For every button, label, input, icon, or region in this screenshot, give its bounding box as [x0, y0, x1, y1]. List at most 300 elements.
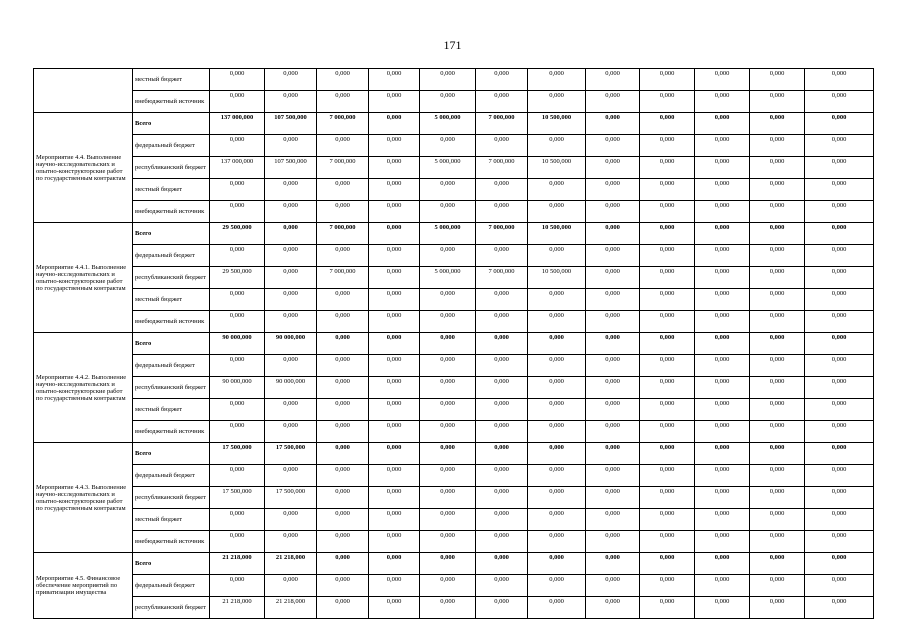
value-cell: 7 000,000: [317, 267, 369, 289]
value-cell: 0,000: [750, 355, 805, 377]
value-cell: 0,000: [640, 421, 695, 443]
value-cell: 0,000: [750, 91, 805, 113]
value-cell: 0,000: [750, 443, 805, 465]
value-cell: 0,000: [640, 289, 695, 311]
value-cell: 0,000: [586, 553, 640, 575]
value-cell: 0,000: [750, 553, 805, 575]
value-cell: 0,000: [695, 355, 750, 377]
source-cell: федеральный бюджет: [133, 465, 210, 487]
value-cell: 0,000: [476, 135, 528, 157]
value-cell: 0,000: [750, 289, 805, 311]
value-cell: 0,000: [528, 531, 586, 553]
value-cell: 0,000: [476, 487, 528, 509]
value-cell: 90 000,000: [265, 377, 317, 399]
table-row: [34, 443, 874, 465]
value-cell: 0,000: [695, 487, 750, 509]
value-cell: 0,000: [420, 289, 476, 311]
value-cell: 0,000: [420, 311, 476, 333]
value-cell: 0,000: [640, 377, 695, 399]
value-cell: 90 000,000: [210, 377, 265, 399]
value-cell: 0,000: [586, 575, 640, 597]
value-cell: 0,000: [750, 157, 805, 179]
value-cell: 0,000: [750, 421, 805, 443]
value-cell: 0,000: [805, 179, 874, 201]
value-cell: 0,000: [369, 267, 420, 289]
value-cell: 0,000: [805, 69, 874, 91]
value-cell: 7 000,000: [317, 113, 369, 135]
source-cell: местный бюджет: [133, 399, 210, 421]
value-cell: 0,000: [420, 399, 476, 421]
value-cell: 0,000: [695, 465, 750, 487]
value-cell: 0,000: [476, 553, 528, 575]
value-cell: 0,000: [695, 113, 750, 135]
value-cell: 0,000: [750, 333, 805, 355]
source-cell: внебюджетный источник: [133, 201, 210, 223]
source-cell: республиканский бюджет: [133, 267, 210, 289]
value-cell: 107 500,000: [265, 157, 317, 179]
source-cell: федеральный бюджет: [133, 245, 210, 267]
value-cell: 0,000: [805, 113, 874, 135]
value-cell: 0,000: [210, 91, 265, 113]
value-cell: 0,000: [476, 311, 528, 333]
value-cell: 0,000: [369, 531, 420, 553]
value-cell: 0,000: [369, 201, 420, 223]
value-cell: 29 500,000: [210, 223, 265, 245]
value-cell: 21 218,000: [210, 597, 265, 619]
value-cell: 0,000: [420, 179, 476, 201]
value-cell: 7 000,000: [476, 157, 528, 179]
value-cell: 0,000: [317, 575, 369, 597]
value-cell: 29 500,000: [210, 267, 265, 289]
value-cell: 17 500,000: [265, 487, 317, 509]
value-cell: 0,000: [420, 509, 476, 531]
value-cell: 0,000: [528, 575, 586, 597]
value-cell: 0,000: [528, 69, 586, 91]
value-cell: 0,000: [265, 465, 317, 487]
value-cell: 0,000: [210, 311, 265, 333]
value-cell: 0,000: [640, 157, 695, 179]
value-cell: 0,000: [528, 245, 586, 267]
value-cell: 0,000: [695, 509, 750, 531]
value-cell: 0,000: [640, 553, 695, 575]
value-cell: 0,000: [805, 91, 874, 113]
value-cell: 0,000: [210, 575, 265, 597]
value-cell: 0,000: [476, 69, 528, 91]
value-cell: 17 500,000: [210, 487, 265, 509]
value-cell: 0,000: [476, 245, 528, 267]
value-cell: 0,000: [476, 509, 528, 531]
value-cell: 0,000: [640, 487, 695, 509]
value-cell: 0,000: [528, 553, 586, 575]
source-cell: внебюджетный источник: [133, 91, 210, 113]
table-row: [34, 377, 874, 399]
value-cell: 0,000: [750, 69, 805, 91]
value-cell: 0,000: [265, 245, 317, 267]
value-cell: 17 500,000: [210, 443, 265, 465]
value-cell: 0,000: [369, 443, 420, 465]
table-row: [34, 311, 874, 333]
table-row: [34, 201, 874, 223]
value-cell: 0,000: [317, 69, 369, 91]
value-cell: 0,000: [369, 487, 420, 509]
value-cell: 0,000: [750, 113, 805, 135]
value-cell: 0,000: [210, 69, 265, 91]
value-cell: 90 000,000: [210, 333, 265, 355]
value-cell: 90 000,000: [265, 333, 317, 355]
table-row: [34, 135, 874, 157]
value-cell: 0,000: [265, 399, 317, 421]
value-cell: 0,000: [369, 289, 420, 311]
value-cell: 0,000: [317, 135, 369, 157]
value-cell: 0,000: [476, 289, 528, 311]
value-cell: 0,000: [317, 531, 369, 553]
value-cell: 10 500,000: [528, 157, 586, 179]
value-cell: 0,000: [805, 289, 874, 311]
value-cell: 0,000: [369, 91, 420, 113]
value-cell: 0,000: [586, 157, 640, 179]
value-cell: 0,000: [476, 377, 528, 399]
value-cell: 0,000: [750, 597, 805, 619]
value-cell: 21 218,000: [210, 553, 265, 575]
value-cell: 0,000: [528, 487, 586, 509]
value-cell: 0,000: [528, 421, 586, 443]
value-cell: 0,000: [420, 421, 476, 443]
value-cell: 0,000: [528, 465, 586, 487]
value-cell: 0,000: [420, 333, 476, 355]
source-cell: внебюджетный источник: [133, 421, 210, 443]
value-cell: 0,000: [586, 333, 640, 355]
value-cell: 0,000: [420, 245, 476, 267]
value-cell: 0,000: [695, 289, 750, 311]
value-cell: 0,000: [750, 531, 805, 553]
value-cell: 0,000: [586, 421, 640, 443]
value-cell: 0,000: [695, 201, 750, 223]
table-row: [34, 509, 874, 531]
value-cell: 0,000: [317, 179, 369, 201]
value-cell: 0,000: [695, 553, 750, 575]
value-cell: 0,000: [476, 575, 528, 597]
value-cell: 0,000: [369, 245, 420, 267]
value-cell: 0,000: [750, 223, 805, 245]
value-cell: 0,000: [695, 333, 750, 355]
table-row: [34, 91, 874, 113]
value-cell: 0,000: [369, 69, 420, 91]
value-cell: 0,000: [640, 333, 695, 355]
value-cell: 0,000: [210, 179, 265, 201]
value-cell: 0,000: [805, 443, 874, 465]
value-cell: 0,000: [805, 487, 874, 509]
value-cell: 0,000: [476, 399, 528, 421]
value-cell: 0,000: [317, 91, 369, 113]
value-cell: 0,000: [528, 333, 586, 355]
value-cell: 0,000: [528, 509, 586, 531]
value-cell: 0,000: [369, 553, 420, 575]
value-cell: 0,000: [420, 377, 476, 399]
value-cell: 0,000: [586, 267, 640, 289]
source-cell: местный бюджет: [133, 289, 210, 311]
value-cell: 0,000: [586, 311, 640, 333]
value-cell: 0,000: [369, 157, 420, 179]
event-name-cell: Мероприятие 4.4.3. Выполнение научно-исследовательских и опытно-конструкторские работ по государственным контрактам: [34, 443, 133, 553]
value-cell: 0,000: [640, 311, 695, 333]
source-cell: республиканский бюджет: [133, 487, 210, 509]
table-row: [34, 553, 874, 575]
value-cell: 0,000: [805, 245, 874, 267]
event-name-cell: Мероприятие 4.4.2. Выполнение научно-исследовательских и опытно-конструкторские работ по государственным контрактам: [34, 333, 133, 443]
value-cell: 17 500,000: [265, 443, 317, 465]
value-cell: 0,000: [805, 311, 874, 333]
value-cell: 0,000: [317, 289, 369, 311]
value-cell: 0,000: [750, 377, 805, 399]
table-row: [34, 157, 874, 179]
value-cell: 0,000: [265, 223, 317, 245]
value-cell: 0,000: [317, 509, 369, 531]
value-cell: 0,000: [420, 465, 476, 487]
value-cell: 0,000: [476, 421, 528, 443]
value-cell: 10 500,000: [528, 223, 586, 245]
budget-table: [33, 68, 874, 619]
source-cell: Всего: [133, 553, 210, 575]
value-cell: 0,000: [317, 597, 369, 619]
value-cell: 0,000: [695, 421, 750, 443]
value-cell: 0,000: [369, 311, 420, 333]
value-cell: 0,000: [476, 201, 528, 223]
value-cell: 0,000: [369, 421, 420, 443]
value-cell: 0,000: [317, 377, 369, 399]
value-cell: 0,000: [695, 135, 750, 157]
value-cell: 0,000: [210, 399, 265, 421]
value-cell: 0,000: [640, 509, 695, 531]
value-cell: 0,000: [317, 201, 369, 223]
value-cell: 0,000: [528, 201, 586, 223]
table-row: [34, 289, 874, 311]
value-cell: 0,000: [805, 157, 874, 179]
value-cell: 0,000: [586, 531, 640, 553]
value-cell: 0,000: [317, 333, 369, 355]
table-row: [34, 179, 874, 201]
value-cell: 0,000: [420, 531, 476, 553]
value-cell: 0,000: [750, 135, 805, 157]
value-cell: 0,000: [640, 91, 695, 113]
value-cell: 0,000: [750, 245, 805, 267]
source-cell: внебюджетный источник: [133, 311, 210, 333]
value-cell: 0,000: [210, 289, 265, 311]
source-cell: республиканский бюджет: [133, 377, 210, 399]
event-name-cell: Мероприятие 4.4. Выполнение научно-исследовательских и опытно-конструкторские работ по государственным контрактам: [34, 113, 133, 223]
value-cell: 0,000: [265, 355, 317, 377]
value-cell: 0,000: [640, 597, 695, 619]
value-cell: 0,000: [750, 399, 805, 421]
value-cell: 0,000: [586, 509, 640, 531]
value-cell: 0,000: [476, 597, 528, 619]
value-cell: 0,000: [586, 355, 640, 377]
value-cell: 0,000: [750, 487, 805, 509]
table-row: [34, 531, 874, 553]
value-cell: 0,000: [805, 201, 874, 223]
value-cell: 0,000: [420, 135, 476, 157]
value-cell: 0,000: [369, 377, 420, 399]
source-cell: федеральный бюджет: [133, 135, 210, 157]
value-cell: 0,000: [805, 575, 874, 597]
source-cell: Всего: [133, 113, 210, 135]
value-cell: 0,000: [750, 311, 805, 333]
source-cell: местный бюджет: [133, 69, 210, 91]
value-cell: 0,000: [420, 575, 476, 597]
value-cell: 0,000: [695, 597, 750, 619]
value-cell: 0,000: [750, 179, 805, 201]
value-cell: 0,000: [805, 135, 874, 157]
value-cell: 0,000: [586, 223, 640, 245]
value-cell: 0,000: [420, 443, 476, 465]
value-cell: 0,000: [528, 399, 586, 421]
value-cell: 0,000: [805, 333, 874, 355]
value-cell: 0,000: [420, 597, 476, 619]
value-cell: 0,000: [695, 377, 750, 399]
source-cell: внебюджетный источник: [133, 531, 210, 553]
value-cell: 0,000: [528, 377, 586, 399]
value-cell: 107 500,000: [265, 113, 317, 135]
value-cell: 0,000: [586, 113, 640, 135]
value-cell: 5 000,000: [420, 267, 476, 289]
value-cell: 0,000: [420, 201, 476, 223]
value-cell: 0,000: [640, 179, 695, 201]
source-cell: местный бюджет: [133, 509, 210, 531]
value-cell: 0,000: [369, 509, 420, 531]
value-cell: 0,000: [210, 465, 265, 487]
value-cell: 5 000,000: [420, 113, 476, 135]
value-cell: 0,000: [695, 267, 750, 289]
value-cell: 0,000: [586, 69, 640, 91]
table-row: [34, 113, 874, 135]
value-cell: 0,000: [369, 179, 420, 201]
value-cell: 0,000: [369, 135, 420, 157]
value-cell: 0,000: [586, 465, 640, 487]
value-cell: 0,000: [805, 553, 874, 575]
value-cell: 0,000: [369, 597, 420, 619]
value-cell: 7 000,000: [317, 157, 369, 179]
value-cell: 0,000: [586, 135, 640, 157]
value-cell: 0,000: [210, 509, 265, 531]
value-cell: 0,000: [695, 157, 750, 179]
source-cell: федеральный бюджет: [133, 355, 210, 377]
value-cell: 0,000: [317, 421, 369, 443]
value-cell: 0,000: [210, 245, 265, 267]
value-cell: 0,000: [805, 355, 874, 377]
value-cell: 0,000: [369, 223, 420, 245]
value-cell: 0,000: [695, 399, 750, 421]
table-row: [34, 421, 874, 443]
value-cell: 0,000: [750, 267, 805, 289]
value-cell: 0,000: [640, 267, 695, 289]
value-cell: 0,000: [210, 135, 265, 157]
value-cell: 0,000: [640, 399, 695, 421]
value-cell: 0,000: [528, 91, 586, 113]
value-cell: 0,000: [750, 509, 805, 531]
value-cell: 0,000: [265, 531, 317, 553]
value-cell: 0,000: [528, 443, 586, 465]
value-cell: 137 000,000: [210, 113, 265, 135]
value-cell: 10 500,000: [528, 267, 586, 289]
value-cell: 0,000: [640, 201, 695, 223]
value-cell: 0,000: [317, 399, 369, 421]
value-cell: 0,000: [640, 69, 695, 91]
value-cell: 0,000: [586, 377, 640, 399]
value-cell: 0,000: [528, 135, 586, 157]
value-cell: 0,000: [476, 531, 528, 553]
value-cell: 0,000: [210, 421, 265, 443]
value-cell: 0,000: [586, 399, 640, 421]
value-cell: 0,000: [317, 443, 369, 465]
value-cell: 0,000: [265, 509, 317, 531]
value-cell: 0,000: [586, 597, 640, 619]
table-row: [34, 267, 874, 289]
value-cell: 0,000: [640, 135, 695, 157]
value-cell: 7 000,000: [317, 223, 369, 245]
value-cell: 0,000: [805, 531, 874, 553]
source-cell: республиканский бюджет: [133, 597, 210, 619]
value-cell: 0,000: [317, 245, 369, 267]
value-cell: 0,000: [805, 377, 874, 399]
value-cell: 0,000: [695, 575, 750, 597]
value-cell: 0,000: [640, 355, 695, 377]
value-cell: 0,000: [586, 443, 640, 465]
value-cell: 0,000: [805, 399, 874, 421]
value-cell: 0,000: [586, 201, 640, 223]
event-name-cell: Мероприятие 4.5. Финансовое обеспечение мероприятий по приватизации имущества: [34, 553, 133, 619]
value-cell: 0,000: [586, 179, 640, 201]
value-cell: 0,000: [317, 465, 369, 487]
value-cell: 0,000: [420, 355, 476, 377]
value-cell: 0,000: [695, 443, 750, 465]
table-row: [34, 355, 874, 377]
value-cell: 7 000,000: [476, 267, 528, 289]
value-cell: 0,000: [317, 487, 369, 509]
value-cell: 0,000: [586, 289, 640, 311]
value-cell: 0,000: [369, 355, 420, 377]
value-cell: 0,000: [695, 91, 750, 113]
value-cell: 0,000: [586, 487, 640, 509]
table-row: [34, 575, 874, 597]
value-cell: 0,000: [805, 267, 874, 289]
value-cell: 0,000: [586, 91, 640, 113]
value-cell: 0,000: [265, 575, 317, 597]
value-cell: 137 000,000: [210, 157, 265, 179]
value-cell: 0,000: [420, 487, 476, 509]
value-cell: 0,000: [317, 355, 369, 377]
value-cell: 0,000: [317, 311, 369, 333]
source-cell: местный бюджет: [133, 179, 210, 201]
value-cell: 0,000: [369, 399, 420, 421]
value-cell: 0,000: [640, 465, 695, 487]
value-cell: 0,000: [420, 69, 476, 91]
value-cell: 0,000: [695, 179, 750, 201]
value-cell: 0,000: [476, 91, 528, 113]
value-cell: 0,000: [265, 289, 317, 311]
value-cell: 0,000: [210, 355, 265, 377]
value-cell: 0,000: [695, 69, 750, 91]
value-cell: 0,000: [420, 553, 476, 575]
value-cell: 0,000: [640, 113, 695, 135]
value-cell: 0,000: [528, 289, 586, 311]
value-cell: 0,000: [369, 333, 420, 355]
table-row: [34, 245, 874, 267]
value-cell: 0,000: [750, 575, 805, 597]
value-cell: 0,000: [528, 179, 586, 201]
value-cell: 0,000: [369, 465, 420, 487]
value-cell: 0,000: [317, 553, 369, 575]
source-cell: Всего: [133, 443, 210, 465]
table-row: [34, 465, 874, 487]
